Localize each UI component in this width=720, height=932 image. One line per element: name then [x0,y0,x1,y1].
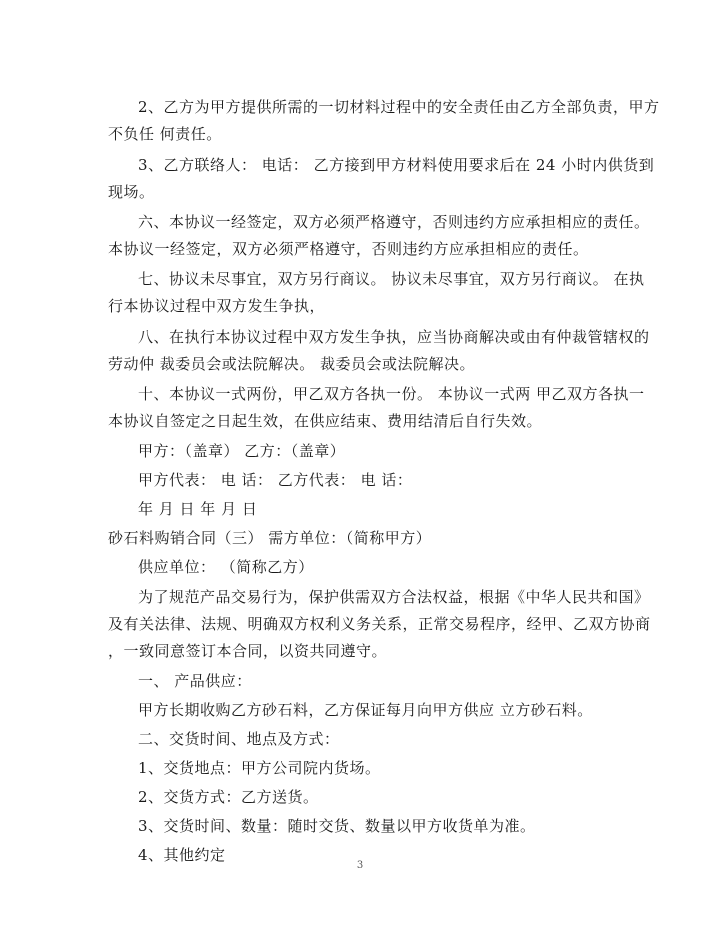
text-line: 一、 产品供应： [138,672,252,690]
text-line: 现场。 [108,183,155,201]
text-line: 二、交货时间、地点及方式： [138,730,340,748]
text-line: 行本协议过程中双方发生争执， [108,297,326,315]
text-line: 3、交货时间、数量：随时交货、数量以甲方收货单为准。 [138,817,536,835]
text-line: 七、协议未尽事宜，双方另行商议。 协议未尽事宜，双方另行商议。 在执 [138,270,645,288]
text-line: 3、乙方联络人： 电话： 乙方接到甲方材料使用要求后在 24 小时内供货到 [138,156,655,174]
text-line: 2、乙方为甲方提供所需的一切材料过程中的安全责任由乙方全部负责，甲方 [138,98,660,116]
text-line: 八、在执行本协议过程中双方发生争执，应当协商解决或由有仲裁管辖权的 [138,328,650,346]
text-line: 4、其他约定 [138,846,226,864]
page-number: 3 [356,860,364,871]
text-line: 六、本协议一经签定，双方必须严格遵守，否则违约方应承担相应的责任。 [138,213,650,231]
text-line: 甲方代表： 电 话： 乙方代表： 电 话： [138,471,413,489]
text-line: 砂石料购销合同（三） 需方单位：（简称甲方） [108,529,432,547]
text-line: 1、交货地点：甲方公司院内货场。 [138,759,381,777]
text-line: 劳动仲 裁委员会或法院解决。 裁委员会或法院解决。 [108,355,476,373]
text-line: 供应单位： （简称乙方） [138,558,314,576]
text-line: 本协议一经签定，双方必须严格遵守，否则违约方应承担相应的责任。 [108,240,589,258]
text-line: ，一致同意签订本合同，以资共同遵守。 [108,642,388,660]
text-line: 年 月 日 年 月 日 [138,500,258,518]
text-line: 本协议自签定之日起生效，在供应结束、费用结清后自行失效。 [108,412,543,430]
text-line: 不负任 何责任。 [108,125,222,143]
text-line: 为了规范产品交易行为，保护供需双方合法权益，根据《中华人民共和国》 [138,588,650,606]
text-line: 十、本协议一式两份，甲乙双方各执一份。 本协议一式两 甲乙双方各执一 [138,385,645,403]
text-line: 甲方：（盖章） 乙方：（盖章） [138,442,346,460]
text-line: 甲方长期收购乙方砂石料，乙方保证每月向甲方供应 立方砂石料。 [138,701,593,719]
text-line: 2、交货方式：乙方送货。 [138,788,319,806]
text-line: 及有关法律、法规、明确双方权利义务关系，正常交易程序，经甲、乙双方协商 [108,615,651,633]
